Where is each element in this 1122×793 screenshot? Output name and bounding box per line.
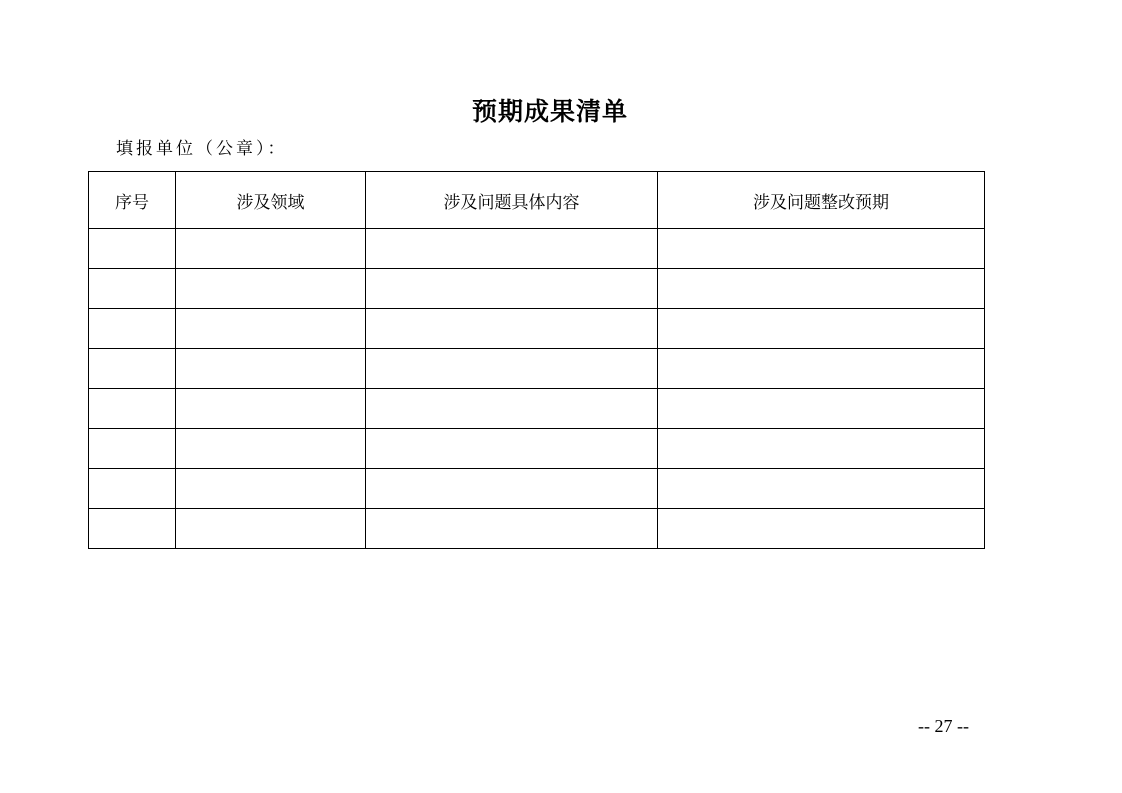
table-row (89, 389, 985, 429)
table-cell (366, 469, 658, 509)
table-cell (366, 269, 658, 309)
table-row (89, 429, 985, 469)
table-row (89, 269, 985, 309)
header-cell-issue-content: 涉及问题具体内容 (366, 172, 658, 229)
table-cell (176, 349, 366, 389)
table-cell (176, 509, 366, 549)
table-header-row (89, 172, 985, 229)
results-table (88, 171, 985, 549)
table-cell (89, 229, 176, 269)
header-cell-serial: 序号 (89, 172, 176, 229)
table-cell (366, 389, 658, 429)
table-cell (658, 269, 985, 309)
table-cell (366, 509, 658, 549)
table-cell (176, 309, 366, 349)
table-cell (658, 309, 985, 349)
table-cell (176, 429, 366, 469)
table-cell (89, 309, 176, 349)
table-cell (176, 269, 366, 309)
table-row (89, 349, 985, 389)
table-cell (366, 429, 658, 469)
table-cell (658, 349, 985, 389)
table-cell (176, 389, 366, 429)
table-cell (658, 229, 985, 269)
table-cell (658, 429, 985, 469)
header-cell-rectification-expectation: 涉及问题整改预期 (658, 172, 985, 229)
table-cell (658, 509, 985, 549)
table-cell (176, 469, 366, 509)
table-row (89, 469, 985, 509)
table-row (89, 229, 985, 269)
table-cell (366, 349, 658, 389)
filler-unit-label: 填报单位（公章）： (116, 139, 288, 159)
table-cell (89, 429, 176, 469)
header-cell-field: 涉及领域 (176, 172, 366, 229)
table-cell (366, 309, 658, 349)
table-cell (89, 509, 176, 549)
page-title: 预期成果清单 (471, 97, 628, 126)
table-cell (89, 469, 176, 509)
table-cell (89, 269, 176, 309)
page-number: -- 27 -- (918, 716, 969, 736)
table-cell (89, 389, 176, 429)
table-cell (366, 229, 658, 269)
table-cell (658, 469, 985, 509)
table-cell (89, 349, 176, 389)
table-cell (176, 229, 366, 269)
table-row (89, 309, 985, 349)
table-cell (658, 389, 985, 429)
table-row (89, 509, 985, 549)
